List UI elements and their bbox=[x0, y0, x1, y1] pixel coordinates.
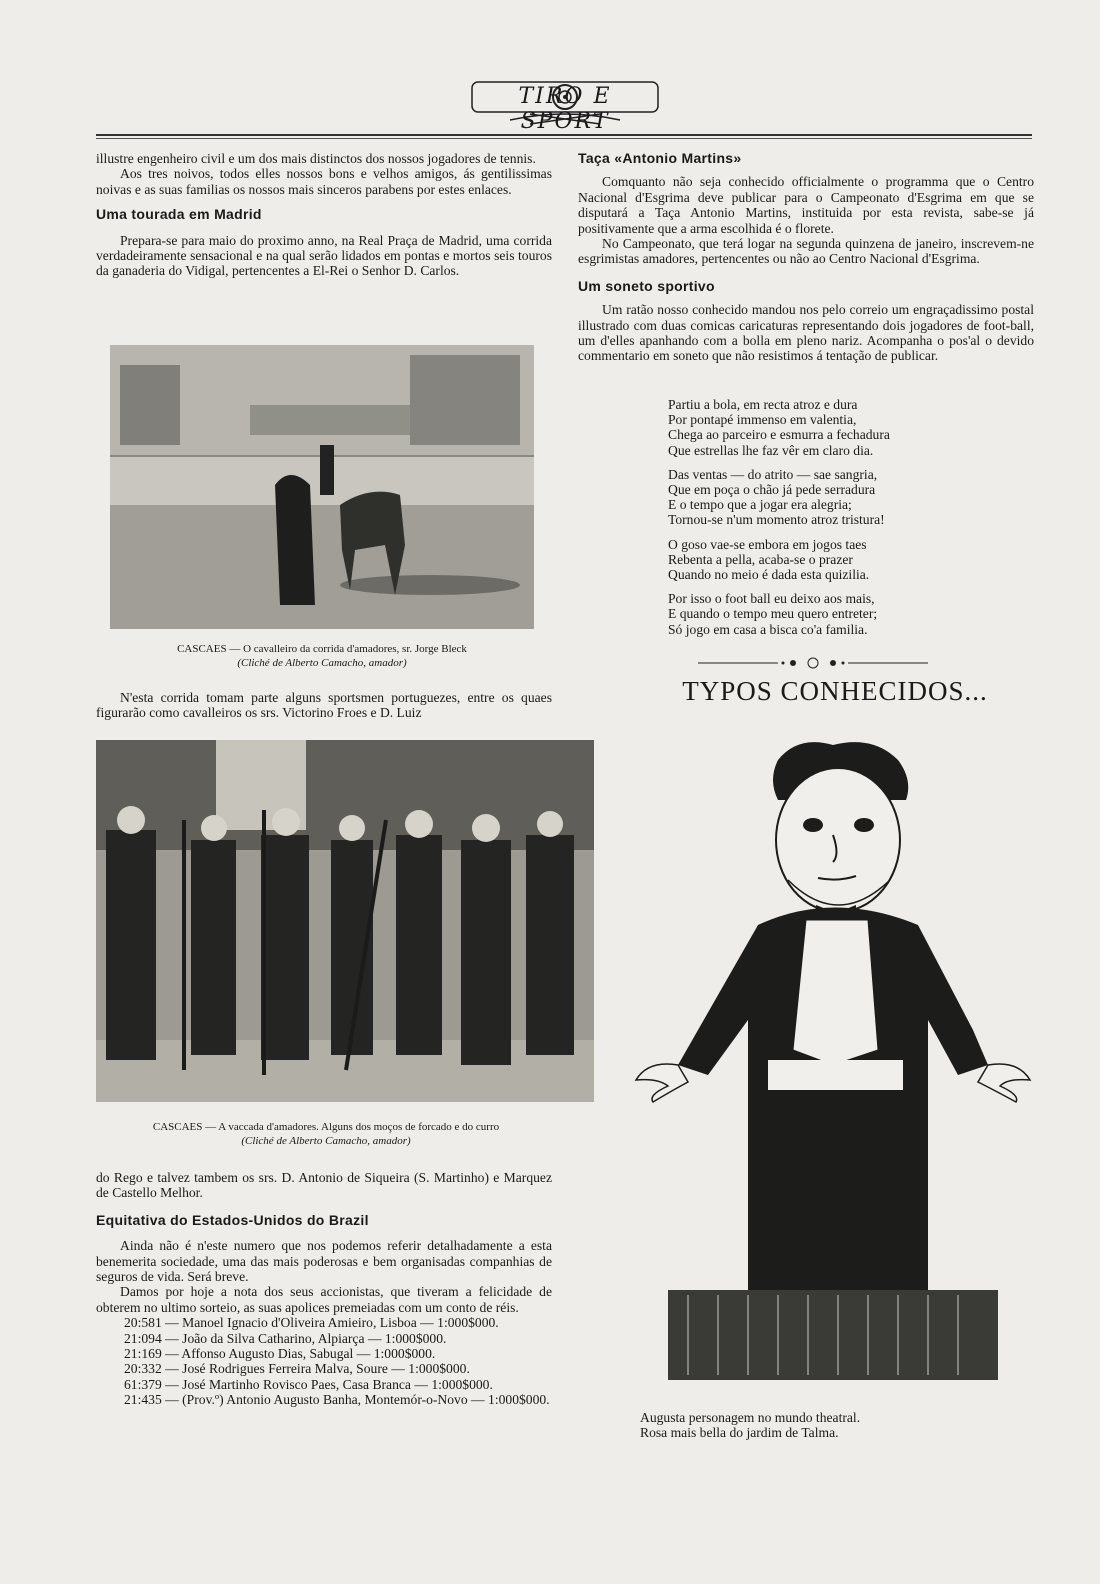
tourada-heading: Uma tourada em Madrid bbox=[96, 206, 262, 223]
tourada-paragraph: Prepara-se para maio do proximo anno, na Real Praça de Madrid, uma corrida verdadeiramente sensacional e na qual serão lidados em pontas e mortos seis touros da ganaderia do Vidigal, pertencentes a El-Rei o Senhor D. Carlos. bbox=[96, 232, 552, 279]
verse: Chega ao parceiro e esmurra a fechadura bbox=[668, 427, 890, 443]
bullring-photo-icon bbox=[110, 345, 534, 629]
list-item: 20:581 — Manoel Ignacio d'Oliveira Amieiro, Lisboa — 1:000$000. bbox=[124, 1315, 499, 1331]
typos-title: TYPOS CONHECIDOS... bbox=[682, 676, 988, 706]
equitativa-heading: Equitativa do Estados-Unidos do Brazil bbox=[96, 1211, 369, 1228]
sonnet-stanza-2 bbox=[668, 467, 890, 528]
photo-vaccada bbox=[96, 740, 594, 1102]
divider-ornament-icon bbox=[698, 656, 928, 670]
header-rule-thin bbox=[96, 138, 1032, 139]
verse: E quando o tempo meu quero entreter; bbox=[668, 606, 878, 622]
verse: Só jogo em casa a bisca co'a familia. bbox=[668, 621, 868, 637]
caricature-caption-line-2: Rosa mais bella do jardim de Talma. bbox=[640, 1425, 839, 1441]
photo2-caption bbox=[96, 1120, 556, 1148]
verse: E o tempo que a jogar era alegria; bbox=[668, 497, 852, 513]
taca-heading: Taça «Antonio Martins» bbox=[578, 150, 742, 166]
equitativa-paragraph-2: Damos por hoje a nota dos seus accionistas, que tiveram a felicidade de obterem no ultimo sorteio, as suas apolices premeiadas com um conto de réis. bbox=[96, 1284, 552, 1315]
sonnet-stanza-1 bbox=[668, 397, 890, 458]
list-item: 21:435 — (Prov.º) Antonio Augusto Banha, Montemór-o-Novo — 1:000$000. bbox=[124, 1392, 550, 1408]
sonnet-stanza-4 bbox=[668, 591, 890, 637]
verse: Por pontapé immenso em valentia, bbox=[668, 412, 857, 428]
corrida-continuation: do Rego e talvez tambem os srs. D. Antonio de Siqueira (S. Martinho) e Marquez de Castello Melhor. bbox=[96, 1170, 552, 1201]
photo1-credit: (Cliché de Alberto Camacho, amador) bbox=[237, 657, 407, 669]
caricature-caption bbox=[640, 1410, 860, 1441]
equitativa-paragraph-1: Ainda não é n'este numero que nos podemos referir detalhadamente a esta benemerita sociedade, uma das mais poderosas e bem organisadas companhias de seguros de vida. Será breve. bbox=[96, 1238, 552, 1285]
left-column-top bbox=[96, 151, 552, 279]
verse: O goso vae-se embora em jogos taes bbox=[668, 536, 867, 552]
photo2-caption-text: CASCAES — A vaccada d'amadores. Alguns dos moços de forcado e do curro bbox=[152, 1121, 500, 1133]
verse: Das ventas — do atrito — sae sangria, bbox=[668, 466, 878, 482]
caricature bbox=[628, 730, 1038, 1390]
ornamental-divider bbox=[698, 656, 928, 670]
caricature-caption-line-1: Augusta personagem no mundo theatral. bbox=[640, 1410, 861, 1425]
right-column-top bbox=[578, 151, 1034, 364]
photo1-caption-text: CASCAES — O cavalleiro da corrida d'amadores, sr. Jorge Bleck bbox=[177, 643, 467, 655]
winners-list bbox=[96, 1315, 552, 1407]
sonnet bbox=[668, 397, 890, 646]
soneto-heading: Um soneto sportivo bbox=[578, 277, 715, 294]
verse: Que em poça o chão já pede serradura bbox=[668, 482, 876, 498]
corrida-block bbox=[96, 690, 552, 721]
verse: Que estrellas lhe faz vêr em claro dia. bbox=[668, 442, 874, 458]
masthead-title: TIRO E SPORT bbox=[518, 84, 612, 134]
left-column-bottom bbox=[96, 1170, 552, 1408]
soneto-paragraph: Um ratão nosso conhecido mandou nos pelo correio um engraçadissimo postal illustrado com duas comicas caricaturas representando dois jogadores de foot-ball, um d'elles apanhando com a bolla em pleno nariz. Acompanha o pos'al o devido commentario em soneto que não resistimos á tentação de publicar. bbox=[578, 302, 1034, 364]
caricature-drawing-icon bbox=[628, 730, 1038, 1390]
list-item: 21:094 — João da Silva Catharino, Alpiarça — 1:000$000. bbox=[124, 1330, 447, 1346]
verse: Rebenta a pella, acaba-se o prazer bbox=[668, 551, 853, 567]
taca-paragraph-1: Comquanto não seja conhecido officialmente o programma que o Centro Nacional d'Esgrima deve publicar para o Campeonato d'Esgrima em que se disputará a Taça Antonio Martins, instituida por esta revista, sabe-se já positivamente que a arma escolhida é o florete. bbox=[578, 174, 1034, 236]
list-item: 61:379 — José Martinho Rovisco Paes, Casa Branca — 1:000$000. bbox=[124, 1376, 493, 1392]
taca-paragraph-2: No Campeonato, que terá logar na segunda quinzena de janeiro, inscrevem-ne esgrimistas amadores, pertencentes ou não ao Centro Nacional d'Esgrima. bbox=[578, 236, 1034, 267]
verse: Partiu a bola, em recta atroz e dura bbox=[668, 397, 858, 412]
group-photo-icon bbox=[96, 740, 594, 1102]
intro-paragraph-1: illustre engenheiro civil e um dos mais distinctos dos nossos jogadores de tennis. bbox=[96, 151, 536, 166]
intro-paragraph-2: Aos tres noivos, todos elles nossos bons e velhos amigos, ás gentilissimas noivas e as suas familias os nossos mais sinceros parabens por estes enlaces. bbox=[96, 166, 552, 197]
photo2-credit: (Cliché de Alberto Camacho, amador) bbox=[241, 1135, 411, 1147]
verse: Por isso o foot ball eu deixo aos mais, bbox=[668, 591, 875, 607]
masthead-logo bbox=[470, 78, 660, 134]
photo-cavalleiro bbox=[110, 345, 534, 629]
header-rule bbox=[96, 134, 1032, 136]
sonnet-stanza-3 bbox=[668, 537, 890, 583]
verse: Tornou-se n'um momento atroz tristura! bbox=[668, 512, 885, 528]
photo1-caption bbox=[110, 642, 534, 670]
list-item: 20:332 — José Rodrigues Ferreira Malva, Soure — 1:000$000. bbox=[124, 1361, 470, 1377]
corrida-paragraph: N'esta corrida tomam parte alguns sportsmen portuguezes, entre os quaes figurarão como cavalleiros os srs. Victorino Froes e D. Luiz bbox=[96, 690, 552, 721]
verse: Quando no meio é dada esta quizilia. bbox=[668, 567, 870, 583]
list-item: 21:169 — Affonso Augusto Dias, Sabugal — 1:000$000. bbox=[124, 1346, 436, 1362]
